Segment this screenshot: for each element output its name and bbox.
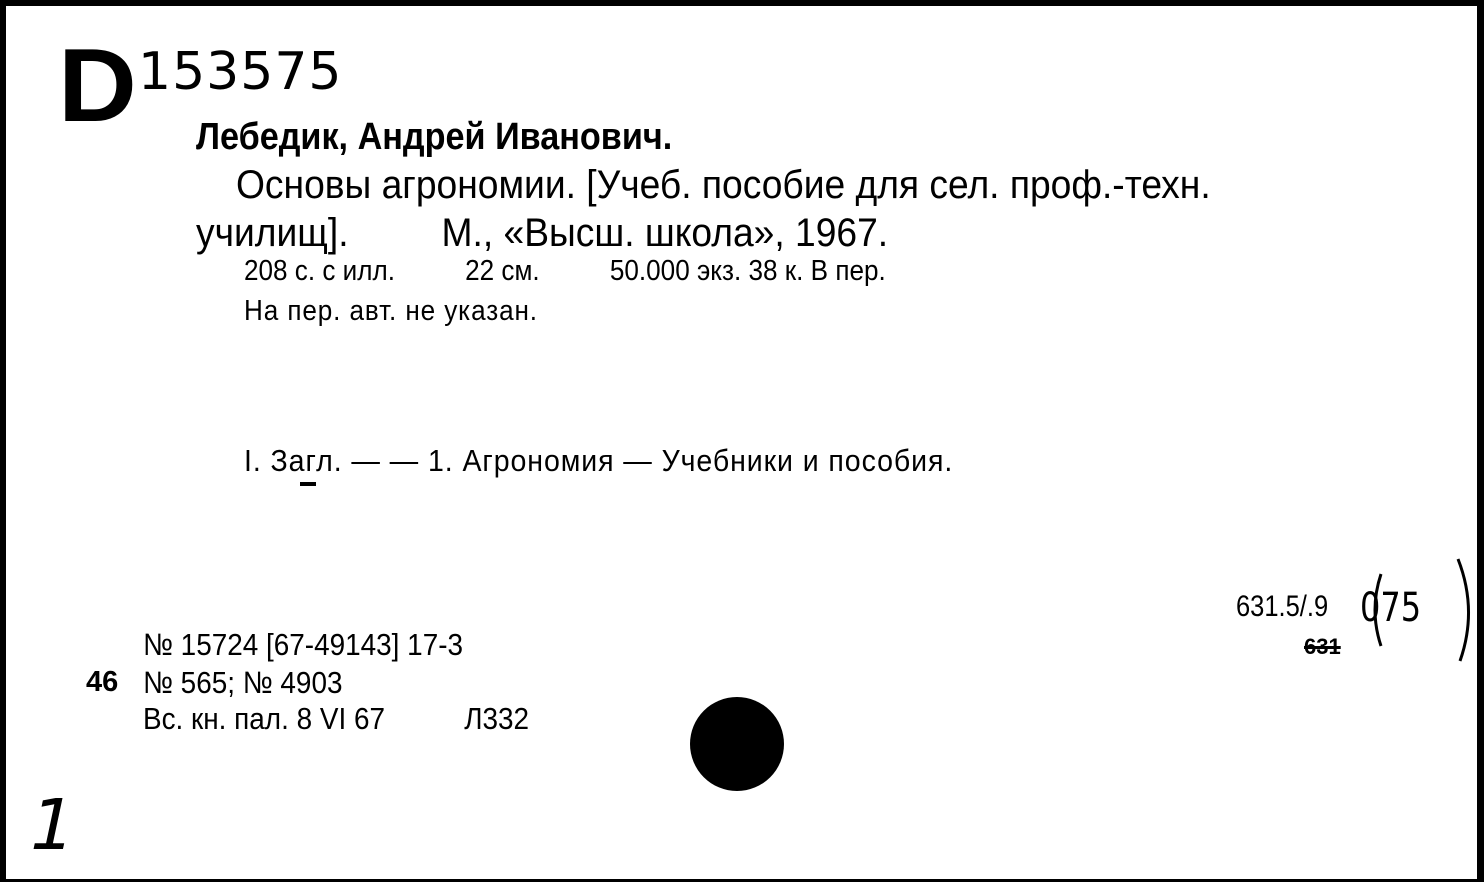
registry-line-3	[143, 703, 529, 734]
title-line-1: Основы агрономии. [Учеб. пособие для сел. проф.-техн.	[236, 163, 1211, 207]
card-border-top	[0, 0, 1484, 6]
registry-side-number: 46	[86, 666, 119, 698]
stamp-number: 153575	[138, 42, 343, 102]
registry-line-1: № 15724 [67-49143] 17-3	[143, 627, 464, 662]
author-heading: Лебедик, Андрей Иванович.	[196, 116, 673, 158]
stamp-letter: D	[58, 28, 137, 144]
classification-old: 631	[1304, 634, 1341, 659]
subject-headings: I. Загл. — — 1. Агрономия — Учебники и пособия.	[244, 443, 954, 478]
publisher-info: М., «Высш. школа», 1967.	[441, 211, 889, 255]
physical-description	[244, 257, 886, 286]
title-line-2	[196, 213, 888, 253]
card-border-right	[1477, 0, 1484, 882]
classification-code: 631.5/.9	[1236, 590, 1329, 623]
size: 22 см.	[465, 255, 540, 287]
title-line-2-start: училищ].	[196, 211, 349, 255]
copies-price: 50.000 экз. 38 к. В пер.	[609, 255, 886, 287]
bracket-right-icon	[1452, 555, 1480, 665]
registry-date: Вс. кн. пал. 8 VI 67	[143, 701, 386, 736]
note: На пер. авт. не указан.	[244, 295, 538, 327]
registry-line-2: № 565; № 4903	[143, 665, 343, 700]
registry-code: Л332	[464, 701, 530, 736]
card-border-left	[0, 0, 6, 882]
black-dot-mark	[690, 697, 784, 791]
underline-mark	[300, 482, 316, 486]
handwritten-number: 1	[21, 784, 84, 866]
pages: 208 с. с илл.	[244, 255, 395, 287]
classification-handwritten: 075	[1360, 585, 1422, 631]
